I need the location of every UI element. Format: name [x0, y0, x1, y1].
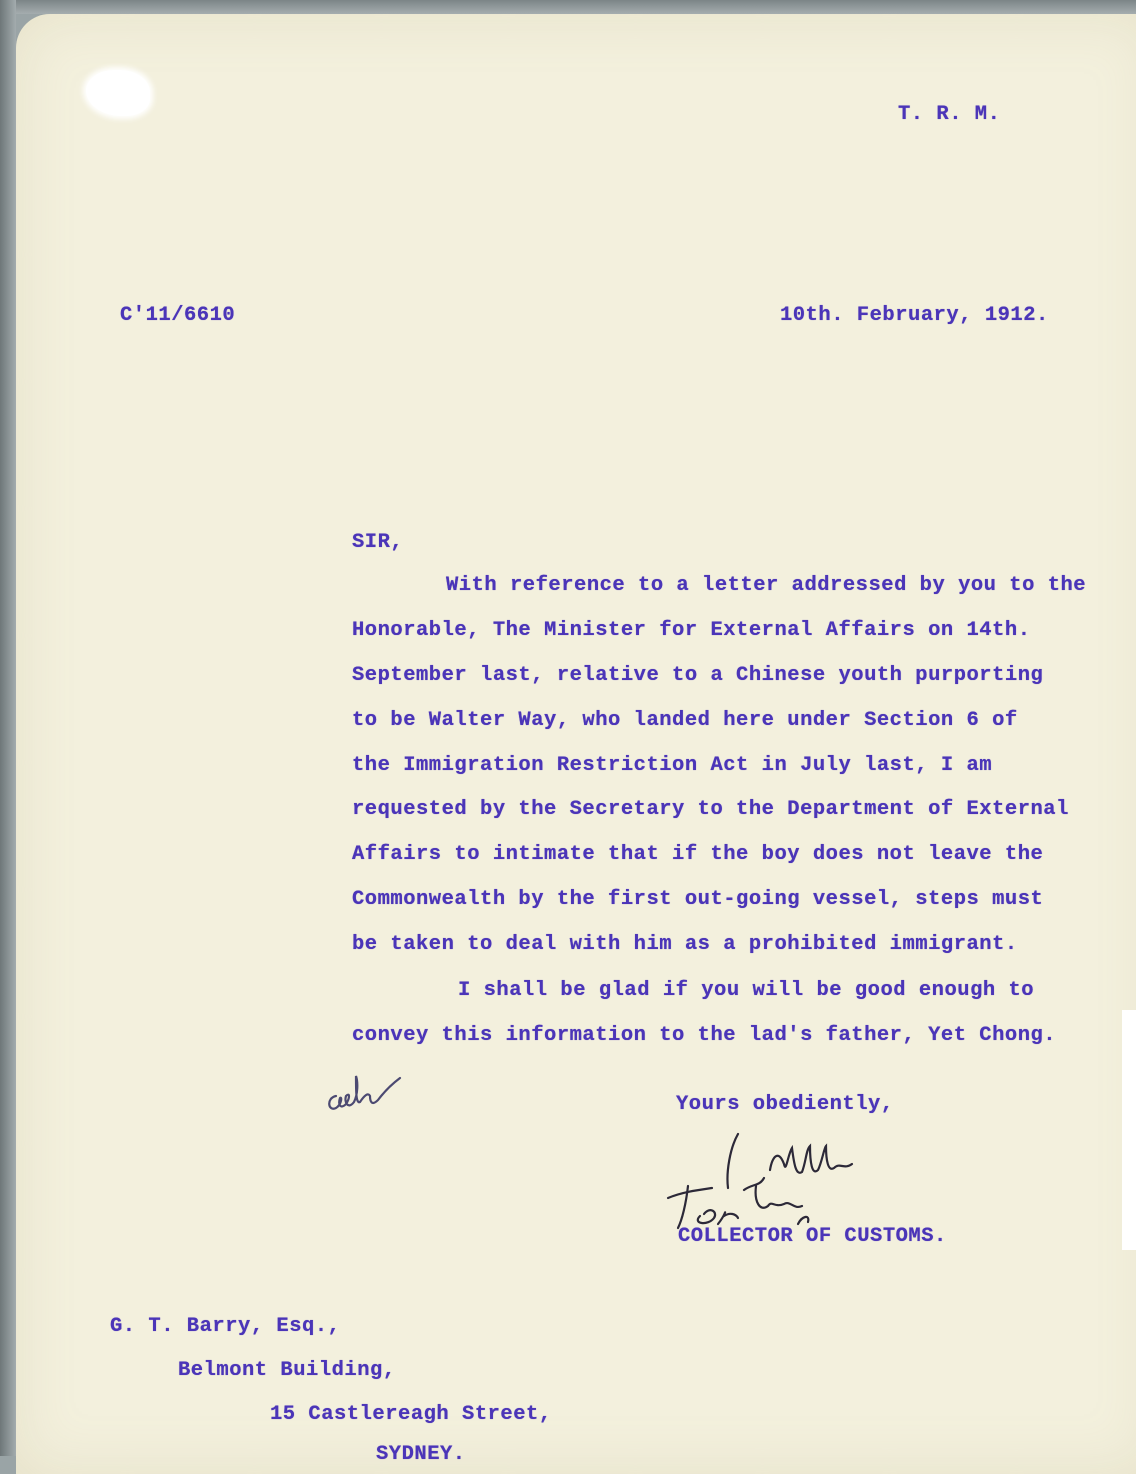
- address-line-street: 15 Castlereagh Street,: [270, 1403, 552, 1426]
- body-line: to be Walter Way, who landed here under Section 6 of: [352, 709, 1018, 732]
- letter-page: [16, 14, 1136, 1474]
- address-line-building: Belmont Building,: [178, 1359, 396, 1382]
- body-line: convey this information to the lad's father, Yet Chong.: [352, 1024, 1057, 1047]
- addressee-name: G. T. Barry, Esq.,: [110, 1315, 341, 1338]
- address-line-city: SYDNEY.: [376, 1443, 466, 1466]
- salutation: SIR,: [352, 531, 404, 554]
- body-line: be taken to deal with him as a prohibited immigrant.: [352, 933, 1018, 956]
- body-line: With reference to a letter addressed by you to the: [446, 574, 1087, 597]
- body-line: the Immigration Restriction Act in July last, I am: [352, 754, 993, 777]
- paper-tear: [1122, 1010, 1136, 1250]
- scan-top-border: [0, 0, 1136, 14]
- closing: Yours obediently,: [676, 1093, 894, 1116]
- body-line: requested by the Secretary to the Department of External: [352, 798, 1069, 821]
- signatory-title: COLLECTOR OF CUSTOMS.: [678, 1225, 947, 1248]
- body-line: I shall be glad if you will be good enough to: [458, 979, 1035, 1002]
- handwritten-signature: [660, 1128, 880, 1240]
- reference-number: C'11/6610: [120, 304, 236, 327]
- body-line: Honorable, The Minister for External Affairs on 14th.: [352, 619, 1031, 642]
- letter-date: 10th. February, 1912.: [780, 304, 1049, 327]
- initials: T. R. M.: [898, 103, 1001, 126]
- body-line: Commonwealth by the first out-going vessel, steps must: [352, 888, 1044, 911]
- body-line: Affairs to intimate that if the boy does not leave the: [352, 843, 1044, 866]
- margin-annotation-ack: [322, 1052, 408, 1128]
- body-line: September last, relative to a Chinese youth purporting: [352, 664, 1044, 687]
- scan-left-border: [0, 0, 16, 1456]
